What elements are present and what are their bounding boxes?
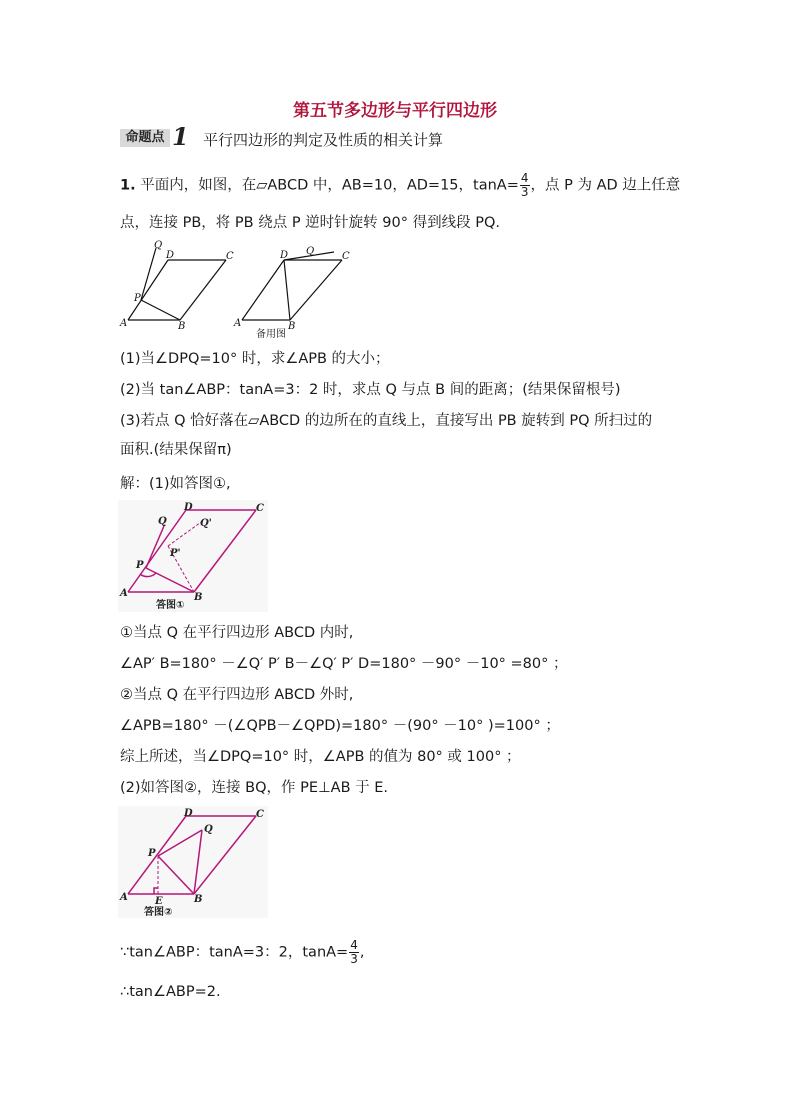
solution-step-4: ∠APB=180° －(∠QPB－∠QPD)=180° －(90° －10° )=100° ； — [120, 718, 560, 734]
label-d: D — [166, 250, 175, 261]
label-c: C — [256, 809, 264, 820]
solution-step-3: ②当点 Q 在平行四边形 ABCD 外时, — [120, 687, 354, 703]
fraction-denominator: 3 — [350, 952, 358, 966]
question-3-line-1: (3)若点 Q 恰好落在▱ABCD 的边所在的直线上，直接写出 PB 旋转到 PQ 所扫过的 — [120, 413, 653, 429]
answer-figure-2 — [118, 806, 268, 918]
solution-step-5: 综上所述，当∠DPQ=10° 时，∠APB 的值为 80° 或 100° ； — [120, 749, 521, 765]
label-d: D — [280, 250, 289, 261]
solution-step-8: ∴tan∠ABP=2. — [120, 984, 221, 1000]
label-c: C — [226, 251, 234, 262]
label-a: A — [120, 318, 128, 329]
solution-step-7-text: ∵tan∠ABP：tanA=3：2，tanA= — [120, 944, 349, 961]
solution-step-6: (2)如答图②，连接 BQ，作 PE⊥AB 于 E. — [120, 780, 389, 796]
label-d: D — [184, 808, 193, 819]
label-q: Q — [204, 824, 213, 835]
label-q: Q — [158, 516, 167, 527]
label-a: A — [120, 892, 128, 903]
solution-step-7-comma: , — [359, 944, 365, 961]
label-p: P — [136, 560, 144, 571]
problem-number: 1. — [120, 177, 136, 194]
fraction-numerator: 4 — [350, 938, 358, 952]
topic-tag — [120, 122, 192, 151]
topic-heading: 平行四边形的判定及性质的相关计算 — [203, 131, 444, 149]
solution-step-7 — [120, 939, 364, 966]
figure-spare — [232, 240, 357, 340]
label-p: P — [148, 848, 156, 859]
label-a: A — [120, 588, 128, 599]
fraction-tanA — [520, 172, 530, 199]
fraction-denominator: 3 — [520, 185, 529, 199]
solution-step-1: ①当点 Q 在平行四边形 ABCD 内时, — [120, 625, 354, 641]
question-2: (2)当 tan∠ABP：tanA=3：2 时，求点 Q 与点 B 间的距离；(结果保留根号) — [120, 382, 621, 398]
label-b: B — [194, 894, 203, 905]
caption-answer-2: 答图② — [144, 907, 173, 918]
topic-tag-label: 命题点 — [120, 129, 170, 147]
solution-step-2: ∠AP′ B=180° －∠Q′ P′ B－∠Q′ P′ D=180° －90° －10° =80° ； — [120, 656, 568, 672]
label-c: C — [342, 251, 350, 262]
label-p: P — [134, 293, 141, 304]
question-1: (1)当∠DPQ=10° 时，求∠APB 的大小； — [120, 351, 390, 367]
question-3-line-2: 面积.(结果保留π) — [120, 442, 232, 458]
label-b: B — [194, 592, 203, 603]
label-q: Q — [306, 246, 315, 257]
caption-answer-1: 答图① — [156, 600, 185, 611]
answer-figure-1 — [118, 500, 268, 612]
label-b: B — [288, 321, 296, 332]
topic-tag-number: 1 — [172, 122, 189, 151]
label-p-prime: P' — [170, 548, 181, 559]
problem-line-1 — [120, 172, 680, 199]
fraction-numerator: 4 — [520, 171, 529, 185]
page-title: 第五节多边形与平行四边形 — [293, 101, 497, 121]
label-c: C — [256, 503, 264, 514]
problem-text-a: 平面内，如图，在▱ABCD 中，AB=10，AD=15，tanA= — [140, 177, 519, 194]
problem-line-2: 点，连接 PB，将 PB 绕点 P 逆时针旋转 90° 得到线段 PQ. — [120, 215, 500, 231]
label-a: A — [234, 318, 242, 329]
fraction-tanA-2 — [349, 939, 359, 966]
label-b: B — [178, 321, 186, 332]
solution-intro: 解：(1)如答图①, — [120, 476, 231, 492]
label-q: Q — [154, 240, 163, 251]
figure-main — [118, 238, 243, 333]
label-q-prime: Q' — [200, 518, 212, 529]
label-d: D — [184, 502, 193, 513]
problem-text-c: ，点 P 为 AD 边上任意 — [530, 177, 681, 194]
label-e: E — [155, 896, 163, 907]
caption-spare: 备用图 — [256, 329, 286, 340]
